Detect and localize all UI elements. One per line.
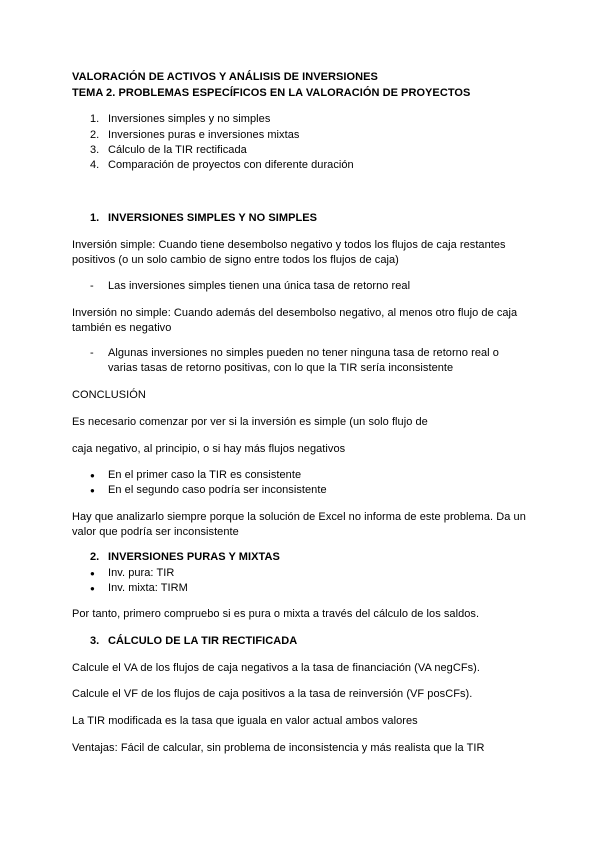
dash-item: Algunas inversiones no simples pueden no tener ninguna tasa de retorno real o bbox=[108, 347, 499, 359]
paragraph: Ventajas: Fácil de calcular, sin problema de inconsistencia y más realista que la TIR bbox=[72, 742, 485, 754]
section-number: 3. bbox=[90, 635, 100, 647]
bullet-item: En el segundo caso podría ser inconsistente bbox=[108, 484, 327, 496]
paragraph: Inversión simple: Cuando tiene desembolso negativo y todos los flujos de caja restantes bbox=[72, 239, 506, 251]
bullet-icon: ● bbox=[90, 486, 95, 495]
dash-marker: - bbox=[90, 347, 94, 359]
bullet-item: Inv. pura: TIR bbox=[108, 567, 175, 579]
bullet-item: En el primer caso la TIR es consistente bbox=[108, 469, 302, 481]
section-heading: INVERSIONES PURAS Y MIXTAS bbox=[108, 551, 280, 563]
toc-item: Inversiones puras e inversiones mixtas bbox=[108, 129, 300, 141]
toc-item: Inversiones simples y no simples bbox=[108, 113, 271, 125]
conclusion-label: CONCLUSIÓN bbox=[72, 389, 146, 401]
bullet-item: Inv. mixta: TIRM bbox=[108, 582, 188, 594]
dash-item: varias tasas de retorno positivas, con lo que la TIR sería inconsistente bbox=[108, 362, 454, 374]
doc-subtitle: TEMA 2. PROBLEMAS ESPECÍFICOS EN LA VALORACIÓN DE PROYECTOS bbox=[72, 87, 471, 99]
bullet-icon: ● bbox=[90, 569, 95, 578]
paragraph: positivos (o un solo cambio de signo entre todos los flujos de caja) bbox=[72, 254, 399, 266]
paragraph: Es necesario comenzar por ver si la inversión es simple (un solo flujo de bbox=[72, 416, 428, 428]
section-heading: INVERSIONES SIMPLES Y NO SIMPLES bbox=[108, 212, 318, 224]
section-number: 1. bbox=[90, 212, 100, 224]
paragraph: Por tanto, primero compruebo si es pura o mixta a través del cálculo de los saldos. bbox=[72, 608, 480, 620]
bullet-icon: ● bbox=[90, 584, 95, 593]
dash-marker: - bbox=[90, 280, 94, 292]
toc-number: 3. bbox=[90, 144, 100, 156]
toc-item: Cálculo de la TIR rectificada bbox=[108, 144, 247, 156]
section-heading: CÁLCULO DE LA TIR RECTIFICADA bbox=[108, 635, 298, 647]
paragraph: valor que podría ser inconsistente bbox=[72, 526, 239, 538]
paragraph: Calcule el VF de los flujos de caja positivos a la tasa de reinversión (VF posCFs). bbox=[72, 688, 473, 700]
paragraph: Inversión no simple: Cuando además del desembolso negativo, al menos otro flujo de caja bbox=[72, 307, 518, 319]
toc-number: 4. bbox=[90, 159, 100, 171]
paragraph: Calcule el VA de los flujos de caja negativos a la tasa de financiación (VA negCFs). bbox=[72, 662, 480, 674]
bullet-icon: ● bbox=[90, 471, 95, 480]
paragraph: Hay que analizarlo siempre porque la solución de Excel no informa de este problema. Da un bbox=[72, 511, 526, 523]
paragraph: La TIR modificada es la tasa que iguala en valor actual ambos valores bbox=[72, 715, 418, 727]
toc-item: Comparación de proyectos con diferente duración bbox=[108, 159, 354, 171]
doc-title: VALORACIÓN DE ACTIVOS Y ANÁLISIS DE INVERSIONES bbox=[72, 71, 378, 83]
paragraph: también es negativo bbox=[72, 322, 172, 334]
toc-number: 1. bbox=[90, 113, 100, 125]
dash-item: Las inversiones simples tienen una única tasa de retorno real bbox=[108, 280, 411, 292]
toc-number: 2. bbox=[90, 129, 100, 141]
section-number: 2. bbox=[90, 551, 100, 563]
paragraph: caja negativo, al principio, o si hay más flujos negativos bbox=[72, 443, 346, 455]
